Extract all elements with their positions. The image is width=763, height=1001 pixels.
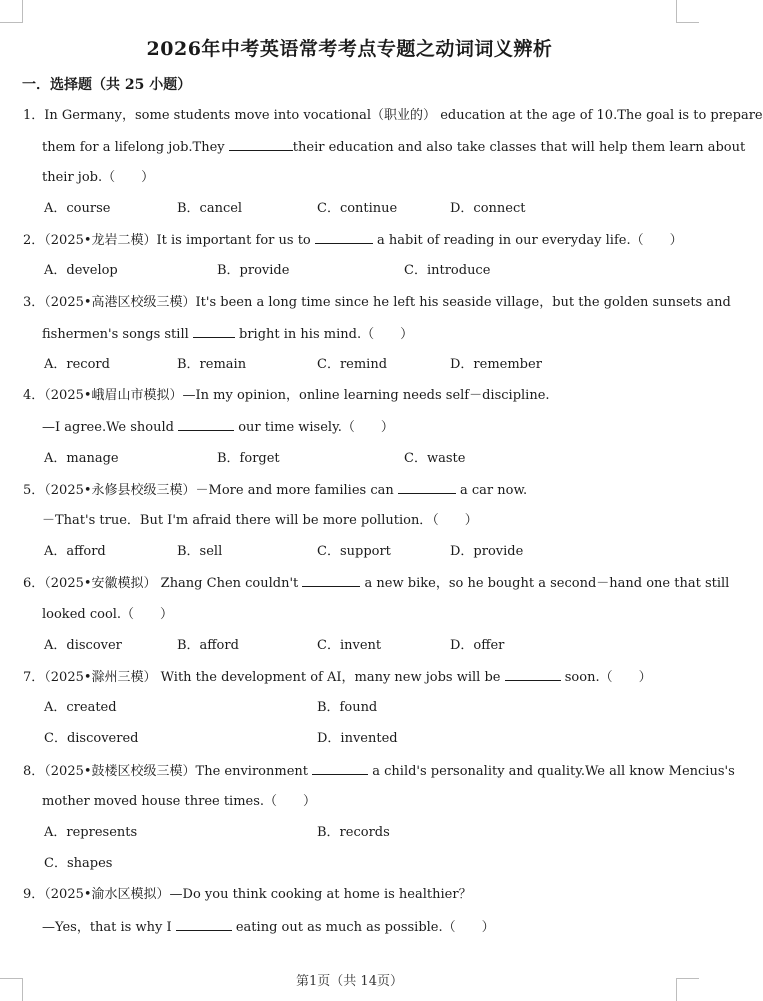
question-9-line-1: 9．（2025•渝水区模拟）—Do you think cooking at home is healthier？ [23,887,472,902]
q1-option-c[interactable]: C．continue [317,201,398,216]
q7-option-d[interactable]: D．invented [317,731,398,746]
answer-blank[interactable] [302,573,360,587]
q5-option-b[interactable]: B．sell [177,544,223,559]
q7-option-a[interactable]: A．created [44,700,117,715]
question-4-line-1: 4．（2025•峨眉山市模拟）—In my opinion，online learning needs self－discipline. [23,388,550,403]
question-6-line-2: looked cool.（ ） [42,607,174,622]
answer-blank[interactable] [229,137,293,151]
page-number-footer: 第1页（共 14页） [296,974,403,989]
q5-option-a[interactable]: A．afford [44,544,106,559]
q6-option-b[interactable]: B．afford [177,638,239,653]
q3-option-a[interactable]: A．record [44,357,110,372]
question-5-line-1: 5．（2025•永修县校级三模）－More and more families can a car now. [23,480,527,501]
question-5-line-2: －That's true．But I'm afraid there will be more pollution．（ ） [42,513,478,528]
crop-mark-top-right [676,0,699,23]
page-title: 2026年中考英语常考考点专题之动词词义辨析 [146,38,553,60]
q8-option-a[interactable]: A．represents [44,825,138,840]
question-3-line-2: fishermen's songs still bright in his mind.（ ） [42,324,413,345]
q2-option-b[interactable]: B．provide [217,263,290,278]
q2-option-c[interactable]: C．introduce [404,263,491,278]
question-2-line-1: 2．（2025•龙岩二模）It is important for us to a habit of reading in our everyday life.（ ） [23,230,683,251]
q7-option-b[interactable]: B．found [317,700,378,715]
q8-option-b[interactable]: B．records [317,825,390,840]
q3-option-c[interactable]: C．remind [317,357,388,372]
q5-option-c[interactable]: C．support [317,544,391,559]
q6-option-a[interactable]: A．discover [44,638,122,653]
answer-blank[interactable] [193,324,235,338]
question-7-line-1: 7．（2025•滁州三模） With the development of AI，many new jobs will be soon.（ ） [23,667,652,688]
q1-option-b[interactable]: B．cancel [177,201,243,216]
question-8-line-1: 8．（2025•鼓楼区校级三模）The environment a child's personality and quality.We all know Mencius's [23,761,735,782]
section-heading: 一．选择题（共 25 小题） [22,77,192,93]
answer-blank[interactable] [178,417,234,431]
question-9-line-2: —Yes，that is why I eating out as much as possible.（ ） [42,917,495,938]
answer-blank[interactable] [176,917,232,931]
q4-option-a[interactable]: A．manage [44,451,119,466]
question-4-line-2: —I agree.We should our time wisely.（ ） [42,417,394,438]
q8-option-c[interactable]: C．shapes [44,856,113,871]
q2-option-a[interactable]: A．develop [44,263,118,278]
q3-option-b[interactable]: B．remain [177,357,247,372]
q4-option-c[interactable]: C．waste [404,451,466,466]
q7-option-c[interactable]: C．discovered [44,731,139,746]
question-3-line-1: 3．（2025•高港区校级三模）It's been a long time since he left his seaside village，but the golden sunsets and [23,295,731,310]
crop-mark-top-left [0,0,23,23]
q5-option-d[interactable]: D．provide [450,544,524,559]
answer-blank[interactable] [312,761,368,775]
q3-option-d[interactable]: D．remember [450,357,542,372]
q6-option-c[interactable]: C．invent [317,638,382,653]
answer-blank[interactable] [398,480,456,494]
question-8-line-2: mother moved house three times.（ ） [42,794,317,809]
q4-option-b[interactable]: B．forget [217,451,280,466]
question-1-line-1: 1．In Germany，some students move into vocational（职业的） education at the age of 10.The goal is to prepare [23,108,763,123]
question-1-line-2: them for a lifelong job.They their education and also take classes that will help them learn about [42,137,745,158]
question-1-line-3: their job.（ ） [42,170,155,185]
q6-option-d[interactable]: D．offer [450,638,505,653]
question-6-line-1: 6．（2025•安徽模拟） Zhang Chen couldn't a new bike，so he bought a second－hand one that still [23,573,729,594]
answer-blank[interactable] [315,230,373,244]
q1-option-a[interactable]: A．course [44,201,111,216]
answer-blank[interactable] [505,667,561,681]
q1-option-d[interactable]: D．connect [450,201,526,216]
